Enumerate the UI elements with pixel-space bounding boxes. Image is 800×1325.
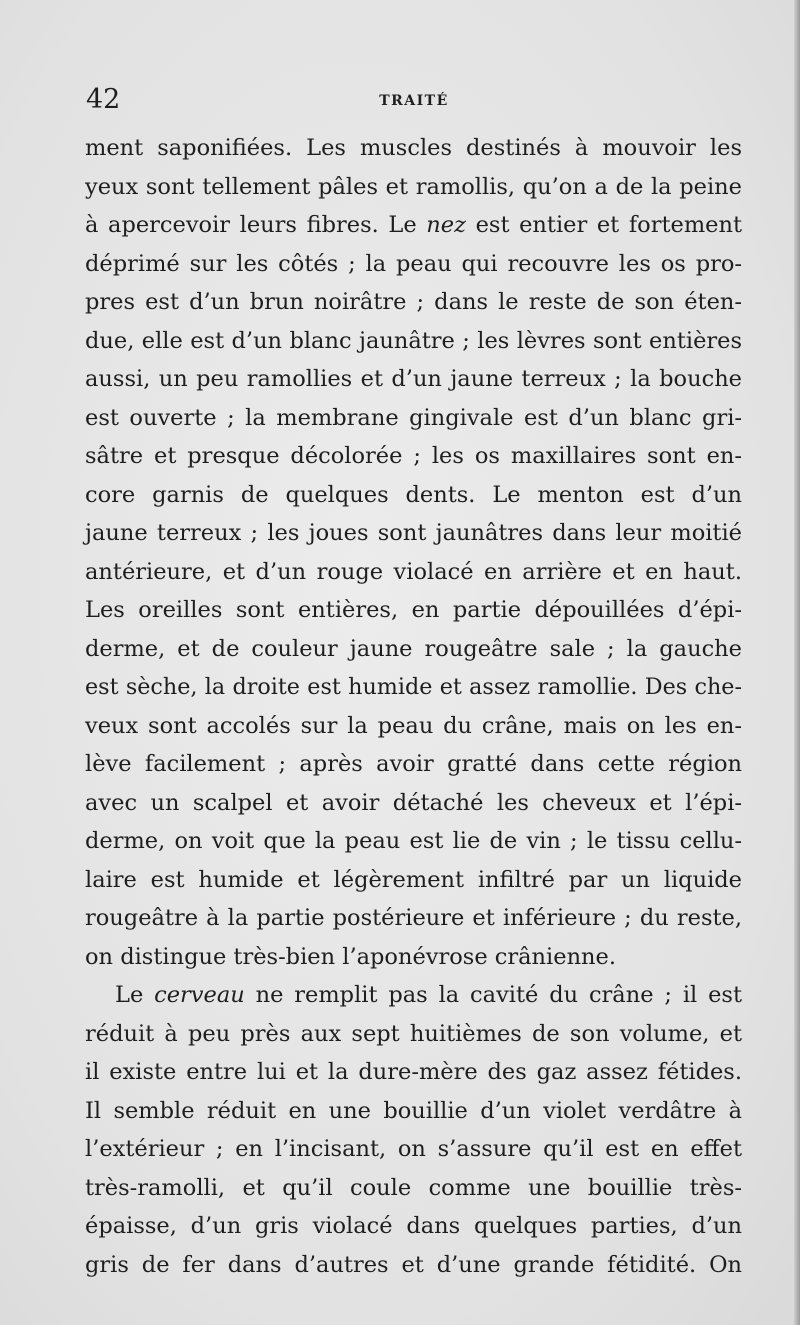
- text-line: Il semble réduit en une bouillie d’un violet verdâtre à: [85, 1097, 742, 1124]
- text-line: jaune terreux ; les joues sont jaunâtres dans leur moitié: [85, 520, 742, 546]
- text-line: l’extérieur ; en l’incisant, on s’assure qu’il est en effet: [85, 1136, 742, 1162]
- text-line: sâtre et presque décolorée ; les os maxillaires sont en-: [85, 443, 742, 469]
- text-segment: Le: [115, 982, 155, 1008]
- running-title: TRAITÉ: [379, 93, 449, 109]
- text-line: gris de fer dans d’autres et d’une grande fétidité. On: [85, 1251, 742, 1278]
- text-line: core garnis de quelques dents. Le menton est d’un: [85, 481, 742, 508]
- text-line: aussi, un peu ramollies et d’un jaune terreux ; la bouche: [85, 366, 742, 392]
- text-line: lève facilement ; après avoir gratté dans cette région: [85, 751, 742, 777]
- text-line: on distingue très-bien l’aponévrose crânienne.: [85, 943, 617, 970]
- text-line: réduit à peu près aux sept huitièmes de son volume, et: [85, 1020, 742, 1047]
- text-line: il existe entre lui et la dure-mère des gaz assez fétides.: [85, 1059, 742, 1085]
- text-line: derme, on voit que la peau est lie de vin ; le tissu cellu-: [85, 828, 742, 854]
- text-line: veux sont accolés sur la peau du crâne, mais on les en-: [85, 712, 742, 739]
- italic-term: nez: [426, 212, 466, 238]
- text-line: [85, 206, 742, 245]
- text-line: yeux sont tellement pâles et ramollis, qu’on a de la peine: [85, 173, 742, 200]
- text-line: due, elle est d’un blanc jaunâtre ; les lèvres sont entières: [85, 327, 742, 354]
- text-line: rougeâtre à la partie postérieure et inférieure ; du reste,: [85, 905, 742, 931]
- page-edge-shadow: [794, 0, 800, 1325]
- text-line: laire est humide et légèrement infiltré par un liquide: [85, 866, 742, 893]
- italic-term: cerveau: [154, 982, 245, 1008]
- body-text: [85, 129, 742, 1284]
- text-line: très-ramolli, et qu’il coule comme une bouillie très-: [85, 1174, 742, 1201]
- text-segment: ne remplit pas la cavité du crâne ; il est: [244, 982, 742, 1008]
- text-line: antérieure, et d’un rouge violacé en arrière et en haut.: [85, 558, 742, 585]
- text-line: Les oreilles sont entières, en partie dépouillées d’épi-: [85, 597, 742, 623]
- text-line: derme, et de couleur jaune rougeâtre sale ; la gauche: [85, 635, 742, 662]
- text-segment: est entier et fortement: [465, 212, 743, 238]
- text-line: est sèche, la droite est humide et assez ramollie. Des che-: [85, 674, 742, 700]
- page-header: [86, 82, 742, 118]
- text-line: avec un scalpel et avoir détaché les cheveux et l’épi-: [85, 789, 742, 816]
- text-line: [85, 976, 742, 1015]
- text-segment: à apercevoir leurs fibres. Le: [85, 212, 427, 238]
- text-line: pres est d’un brun noirâtre ; dans le reste de son éten-: [85, 289, 742, 315]
- text-line: déprimé sur les côtés ; la peau qui recouvre les os pro-: [85, 250, 742, 277]
- text-line: épaisse, d’un gris violacé dans quelques parties, d’un: [85, 1213, 742, 1239]
- page-number: 42: [86, 84, 121, 115]
- text-line: ment saponifiées. Les muscles destinés à mouvoir les: [85, 135, 742, 161]
- text-line: est ouverte ; la membrane gingivale est d’un blanc gri-: [85, 404, 742, 431]
